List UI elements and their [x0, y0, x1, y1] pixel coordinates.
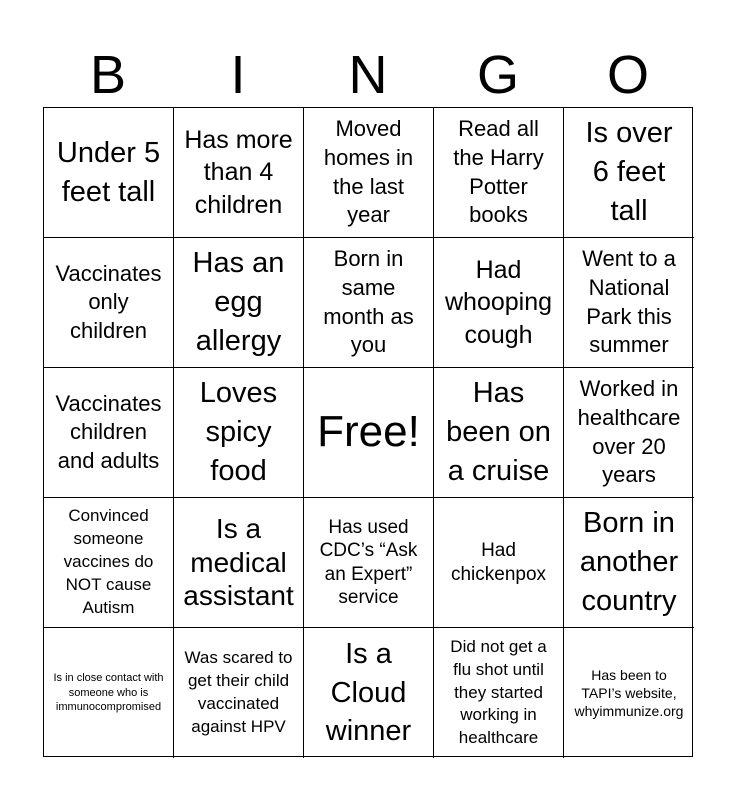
cell-text: Loves spicy food	[199, 377, 278, 487]
cell-text: Under 5 feet tall	[56, 136, 161, 208]
cell-text: Has been on a cruise	[446, 377, 551, 487]
bingo-cell-r2c4[interactable]	[434, 238, 564, 368]
header-letter-o: O	[606, 45, 649, 105]
cell-text: Has used CDC’s “Ask an Expert” service	[319, 517, 418, 608]
cell-text: Has an egg allergy	[192, 247, 285, 357]
free-space-text: Free!	[317, 407, 420, 457]
cell-text: Was scared to get their child vaccinated against HPV	[184, 648, 293, 736]
header-letter-g: G	[476, 45, 519, 105]
bingo-cell-r3c4[interactable]	[434, 368, 564, 498]
cell-text: Had whooping cough	[444, 255, 553, 349]
cell-text: Moved homes in the last year	[323, 116, 414, 228]
bingo-cell-r4c1[interactable]	[44, 498, 174, 628]
bingo-cell-r3c5[interactable]	[564, 368, 694, 498]
cell-text: Has more than 4 children	[184, 125, 293, 219]
bingo-cell-r5c3[interactable]	[304, 628, 434, 758]
cell-text: Born in same month as you	[323, 246, 414, 358]
bingo-cell-r2c5[interactable]	[564, 238, 694, 368]
bingo-cell-r2c1[interactable]	[44, 238, 174, 368]
bingo-cell-r5c1[interactable]	[44, 628, 174, 758]
bingo-cell-r4c3[interactable]	[304, 498, 434, 628]
cell-text: Is over 6 feet tall	[585, 117, 673, 227]
cell-text: Worked in healthcare over 20 years	[577, 376, 681, 488]
cell-text: Is a medical assistant	[183, 513, 294, 612]
cell-text: Went to a National Park this summer	[582, 246, 676, 358]
bingo-cell-r1c1[interactable]	[44, 108, 174, 238]
header-letter-n: N	[348, 45, 388, 105]
bingo-cell-r1c4[interactable]	[434, 108, 564, 238]
bingo-cell-r2c2[interactable]	[174, 238, 304, 368]
bingo-cell-r1c3[interactable]	[304, 108, 434, 238]
cell-text: Read all the Harry Potter books	[453, 116, 544, 228]
cell-text: Has been to TAPI’s website, whyimmunize.org	[574, 666, 684, 720]
cell-text: Did not get a flu shot until they started working in healthcare	[450, 636, 547, 748]
bingo-cell-r1c5[interactable]	[564, 108, 694, 238]
cell-text: Vaccinates children and adults	[55, 390, 162, 473]
cell-text: Born in another country	[579, 507, 679, 617]
cell-text: Had chickenpox	[450, 540, 547, 585]
cell-text: Is a Cloud winner	[325, 637, 412, 748]
header-letter-b: B	[89, 45, 127, 105]
bingo-cell-r4c4[interactable]	[434, 498, 564, 628]
cell-text: Vaccinates only children	[55, 260, 162, 343]
free-space-cell[interactable]	[304, 368, 434, 498]
bingo-cell-r4c5[interactable]	[564, 498, 694, 628]
bingo-cell-r2c3[interactable]	[304, 238, 434, 368]
bingo-cell-r3c1[interactable]	[44, 368, 174, 498]
header-letter-i: I	[230, 45, 246, 105]
bingo-cell-r3c2[interactable]	[174, 368, 304, 498]
bingo-cell-r5c4[interactable]	[434, 628, 564, 758]
cell-text: Convinced someone vaccines do NOT cause Autism	[63, 506, 154, 617]
cell-text: Is in close contact with someone who is immunocompromised	[53, 671, 164, 714]
bingo-cell-r5c5[interactable]	[564, 628, 694, 758]
bingo-cell-r5c2[interactable]	[174, 628, 304, 758]
bingo-cell-r4c2[interactable]	[174, 498, 304, 628]
bingo-header	[43, 44, 693, 106]
bingo-cell-r1c2[interactable]	[174, 108, 304, 238]
bingo-board	[43, 107, 693, 757]
